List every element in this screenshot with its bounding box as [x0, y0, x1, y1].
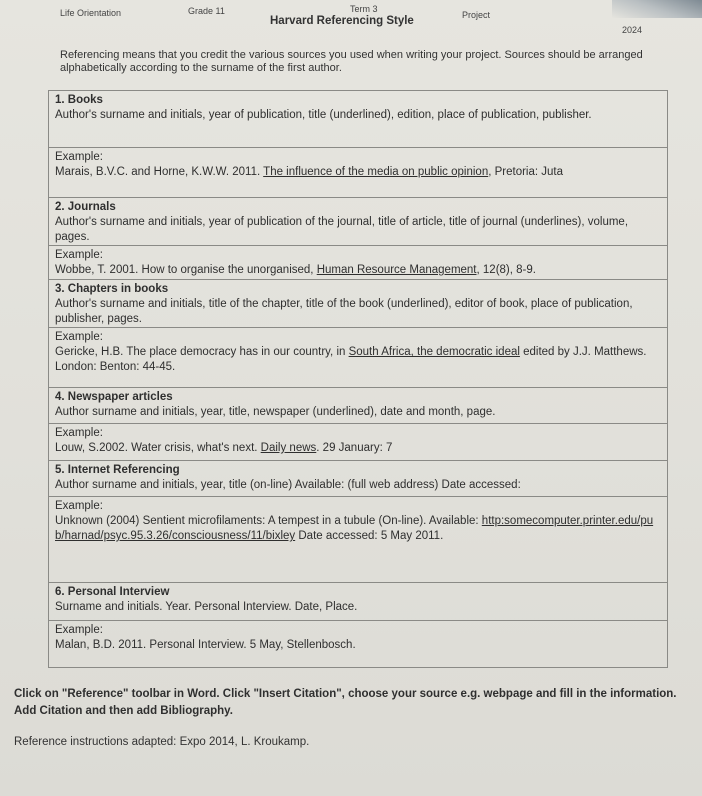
- example-suffix: Date accessed: 5 May 2011.: [295, 530, 444, 542]
- section-heading: 2. Journals: [55, 201, 116, 213]
- example-text: [55, 441, 661, 456]
- section-2-format-cell: [49, 198, 667, 246]
- year-label: 2024: [622, 25, 643, 35]
- example-prefix: Marais, B.V.C. and Horne, K.W.W. 2011.: [55, 166, 264, 178]
- section-format: Surname and initials. Year. Personal Interview. Date, Place.: [55, 601, 358, 613]
- example-prefix: Wobbe, T. 2001. How to organise the unorganised,: [55, 264, 317, 276]
- example-text: [55, 165, 661, 180]
- example-suffix: edited by J.J. Matthews. London: Benton: 44-45.: [55, 346, 647, 373]
- section-3-format-cell: [49, 280, 667, 328]
- section-3-example-cell: [49, 328, 667, 388]
- example-underlined-title: The influence of the media on public opinion: [263, 166, 489, 178]
- example-label: Example:: [55, 331, 103, 343]
- section-6-example-cell: [49, 621, 667, 667]
- example-text: Malan, B.D. 2011. Personal Interview. 5 May, Stellenbosch.: [55, 639, 356, 651]
- section-format: Author's surname and initials, title of the chapter, title of the book (underlined), editor of book, place of publication, publisher, pages.: [55, 298, 633, 325]
- section-5-example-cell: [49, 497, 667, 583]
- section-4-example-cell: [49, 424, 667, 461]
- word-instructions: Click on "Reference" toolbar in Word. Click "Insert Citation", choose your source e.g. webpage and fill in the information. Add Citation and then add Bibliography.: [14, 688, 677, 717]
- section-heading: 1. Books: [55, 94, 103, 106]
- section-heading: 4. Newspaper articles: [55, 391, 173, 403]
- section-1-example-cell: [49, 148, 667, 198]
- example-suffix: . 29 January: 7: [316, 442, 393, 454]
- example-label: Example:: [55, 624, 103, 636]
- section-5-format-cell: [49, 461, 667, 497]
- section-6-format-cell: [49, 583, 667, 621]
- example-label: Example:: [55, 249, 103, 261]
- example-suffix: , Pretoria: Juta: [488, 166, 564, 178]
- example-prefix: Unknown (2004) Sentient microfilaments: A tempest in a tubule (On-line). Available:: [55, 515, 482, 527]
- section-format: Author surname and initials, year, title (on-line) Available: (full web address) Date accessed:: [55, 479, 521, 491]
- section-heading: 5. Internet Referencing: [55, 464, 180, 476]
- reference-table: [48, 90, 668, 668]
- example-underlined-title: Human Resource Management: [316, 264, 477, 276]
- section-format: Author's surname and initials, year of publication, title (underlined), edition, place of publication, publisher.: [55, 109, 592, 121]
- example-label: Example:: [55, 151, 103, 163]
- section-4-format-cell: [49, 388, 667, 424]
- section-format: Author's surname and initials, year of publication of the journal, title of article, title of journal (underlines), volume, pages.: [55, 216, 629, 243]
- example-prefix: Louw, S.2002. Water crisis, what's next.: [55, 442, 261, 454]
- example-text: [55, 514, 661, 544]
- example-text: [55, 263, 661, 278]
- example-prefix: Gericke, H.B. The place democracy has in our country, in: [55, 346, 349, 358]
- subject-label: Life Orientation: [60, 8, 122, 18]
- intro-paragraph: Referencing means that you credit the various sources you used when writing your project. Sources should be arranged alphabetically according to the surname of the first author.: [60, 49, 643, 74]
- project-label: Project: [462, 10, 491, 20]
- section-1-format-cell: [49, 91, 667, 148]
- grade-label: Grade 11: [188, 6, 225, 16]
- section-format: Author surname and initials, year, title, newspaper (underlined), date and month, page.: [55, 406, 496, 418]
- page-title: Harvard Referencing Style: [270, 15, 414, 27]
- example-url-link: http:somecomputer.printer.edu/pub/harnad/psyc.95.3.26/consciousness/11/bixley: [55, 515, 654, 542]
- example-text: [55, 345, 661, 375]
- term-label: Term 3: [350, 4, 378, 14]
- example-label: Example:: [55, 427, 103, 439]
- source-credit: Reference instructions adapted: Expo 2014, L. Kroukamp.: [14, 736, 310, 748]
- section-heading: 6. Personal Interview: [55, 586, 170, 598]
- example-suffix: , 12(8), 8-9.: [476, 264, 536, 276]
- example-label: Example:: [55, 500, 103, 512]
- example-underlined-title: South Africa, the democratic ideal: [348, 346, 520, 358]
- example-underlined-title: Daily news: [260, 442, 317, 454]
- section-heading: 3. Chapters in books: [55, 283, 169, 295]
- photo-corner-shadow: [612, 0, 702, 18]
- section-2-example-cell: [49, 246, 667, 280]
